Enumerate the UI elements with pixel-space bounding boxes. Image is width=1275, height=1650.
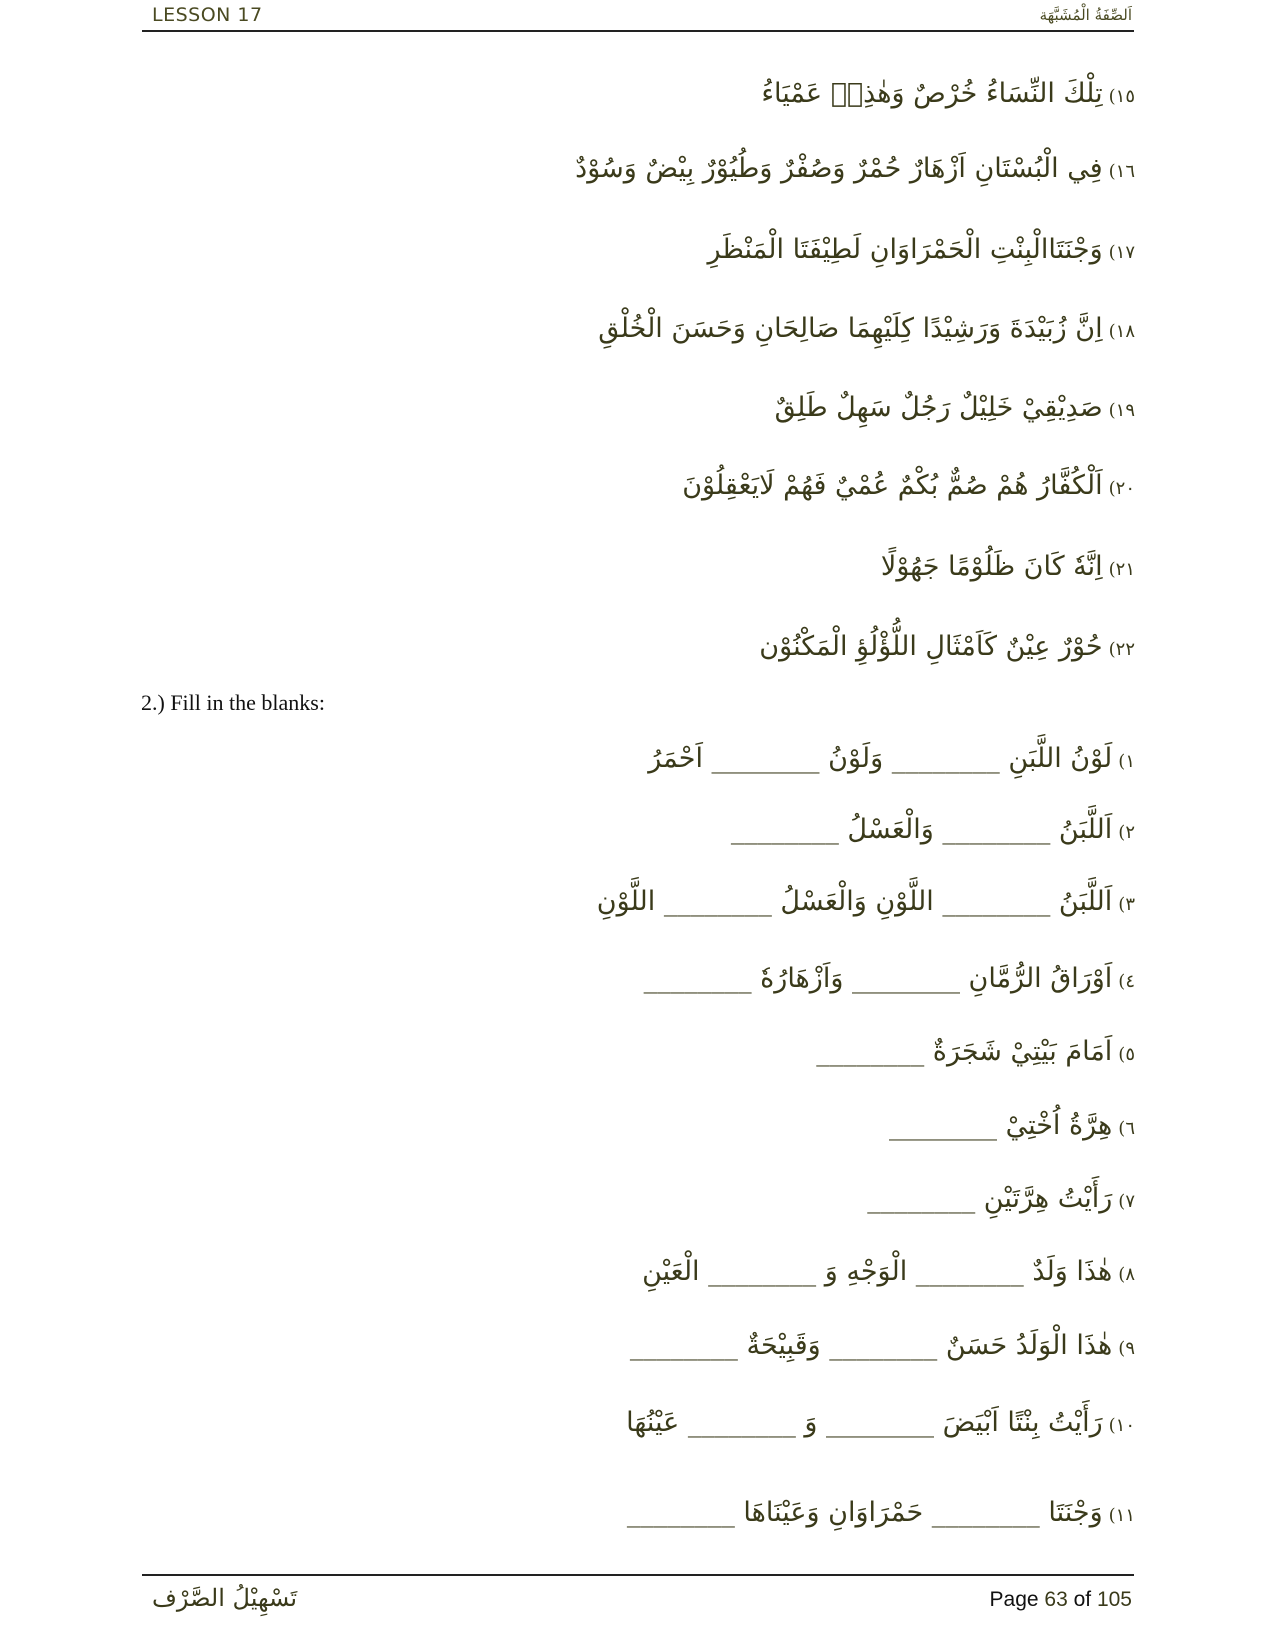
item-number: ٩) <box>1118 1338 1135 1359</box>
item-text: هِرَّةُ اُخْتِيْ ________ <box>889 1110 1113 1141</box>
item-number: ١٧) <box>1108 242 1135 263</box>
item-text: حُوْرٌ عِيْنٌ كَاَمْثَالِ اللُّؤْلُؤِ الْمَكْنُوْن <box>759 631 1103 662</box>
page-header <box>142 2 1134 32</box>
item-number: ٢٢) <box>1108 639 1135 660</box>
exercise-1-item-21 <box>881 551 1135 582</box>
page-footer <box>142 1574 1134 1626</box>
item-text: اَللَّبَنُ ________ وَالْعَسْلُ ________ <box>730 814 1113 845</box>
page-of: of <box>1067 1588 1097 1611</box>
item-number: ٥) <box>1118 1044 1135 1065</box>
item-text: وَجْنَتَا ________ حَمْرَاوَانِ وَعَيْنَاهَا ________ <box>626 1497 1103 1528</box>
exercise-1-item-22 <box>759 631 1135 662</box>
item-number: ٤) <box>1118 971 1135 992</box>
item-number: ١٠) <box>1108 1415 1135 1436</box>
page-current: 63 <box>1044 1588 1068 1611</box>
fill-blank-item-5 <box>816 1036 1135 1067</box>
fill-blank-item-4 <box>644 963 1135 994</box>
exercise-1-item-19 <box>775 392 1135 423</box>
item-number: ٣) <box>1118 894 1135 915</box>
item-text: رَأَيْتُ هِرَّتَيْنِ ________ <box>867 1183 1113 1214</box>
fill-blank-item-9 <box>630 1330 1135 1361</box>
page-prefix: Page <box>989 1588 1045 1611</box>
item-number: ١١) <box>1108 1505 1135 1526</box>
fill-blank-item-1 <box>648 743 1135 774</box>
item-number: ٢٠) <box>1108 478 1135 499</box>
exercise-1-item-20 <box>682 470 1135 501</box>
item-text: اَلْكُفَّارُ هُمْ صُمٌّ بُكْمٌ عُمْيٌ فَهُمْ لَايَعْقِلُوْنَ <box>682 470 1103 501</box>
item-number: ٧) <box>1118 1191 1135 1212</box>
section-2-heading: 2.) Fill in the blanks: <box>141 690 325 715</box>
exercise-1-item-17 <box>707 234 1135 265</box>
item-number: ١٩) <box>1108 400 1135 421</box>
item-text: صَدِيْقِيْ خَلِيْلٌ رَجُلٌ سَهِلٌ طَلِقٌ <box>774 392 1103 423</box>
fill-blank-item-10 <box>626 1407 1135 1438</box>
lesson-label: LESSON 17 <box>152 4 263 26</box>
exercise-1-item-18 <box>598 313 1135 344</box>
fill-blank-item-2 <box>731 814 1135 845</box>
item-text: اَمَامَ بَيْتِيْ شَجَرَةٌ ________ <box>816 1036 1113 1067</box>
item-text: اَوْرَاقُ الرُّمَّانِ ________ وَاَزْهَارُهٗ ________ <box>643 963 1113 994</box>
item-number: ١) <box>1118 751 1135 772</box>
fill-blank-item-3 <box>597 886 1135 917</box>
fill-blank-item-6 <box>889 1110 1135 1141</box>
item-number: ٢) <box>1118 822 1135 843</box>
item-text: وَجْنَتَاالْبِنْتِ الْحَمْرَاوَانِ لَطِيْفَتَا الْمَنْظَرِ <box>707 234 1103 265</box>
chapter-title: اَلصِّفَةُ الْمُشَبَّهَة <box>1039 6 1132 24</box>
item-text: اِنَّ زُبَيْدَةَ وَرَشِيْدًا كِلَيْهِمَا صَالِحَانِ وَحَسَنَ الْخُلْقِ <box>598 313 1103 344</box>
item-text: رَأَيْتُ بِنْتًا اَبْيَضَ ________ وَ ________ عَيْنُهَا <box>626 1407 1103 1438</box>
exercise-1-item-16 <box>575 153 1135 184</box>
fill-blank-item-8 <box>642 1256 1135 1287</box>
item-number: ١٨) <box>1108 321 1135 342</box>
item-text: فِي الْبُسْتَانِ اَزْهَارٌ حُمْرٌ وَصُفْرٌ وَطُيُوْرٌ بِيْضٌ وَسُوْدٌ <box>575 153 1103 184</box>
item-text: لَوْنُ اللَّبَنِ ________ وَلَوْنُ ________ اَحْمَرُ <box>648 743 1113 774</box>
page-number <box>990 1588 1132 1612</box>
item-number: ٦) <box>1118 1118 1135 1139</box>
item-text: هٰذَا وَلَدٌ ________ الْوَجْهِ وَ ________ الْعَيْنِ <box>642 1256 1113 1287</box>
item-text: تِلْكَ النِّسَاءُ خُرْصٌ وَهٰذِهٖ عَمْيَاءُ <box>761 78 1103 109</box>
item-text: اِنَّهٗ كَانَ ظَلُوْمًا جَهُوْلًا <box>880 551 1103 582</box>
item-text: اَللَّبَنُ ________ اللَّوْنِ وَالْعَسْلُ ________ اللَّوْنِ <box>596 886 1113 917</box>
item-number: ١٥) <box>1108 86 1135 107</box>
item-number: ٨) <box>1118 1264 1135 1285</box>
fill-blank-item-11 <box>627 1497 1135 1528</box>
item-number: ٢١) <box>1108 559 1135 580</box>
book-title: تَسْهِيْلُ الصَّرْف <box>152 1584 298 1612</box>
item-number: ١٦) <box>1108 161 1135 182</box>
exercise-1-item-15 <box>761 78 1135 109</box>
item-text: هٰذَا الْوَلَدُ حَسَنٌ ________ وَقَبِيْحَةٌ ________ <box>629 1330 1113 1361</box>
fill-blank-item-7 <box>867 1183 1135 1214</box>
page-total: 105 <box>1096 1588 1132 1611</box>
